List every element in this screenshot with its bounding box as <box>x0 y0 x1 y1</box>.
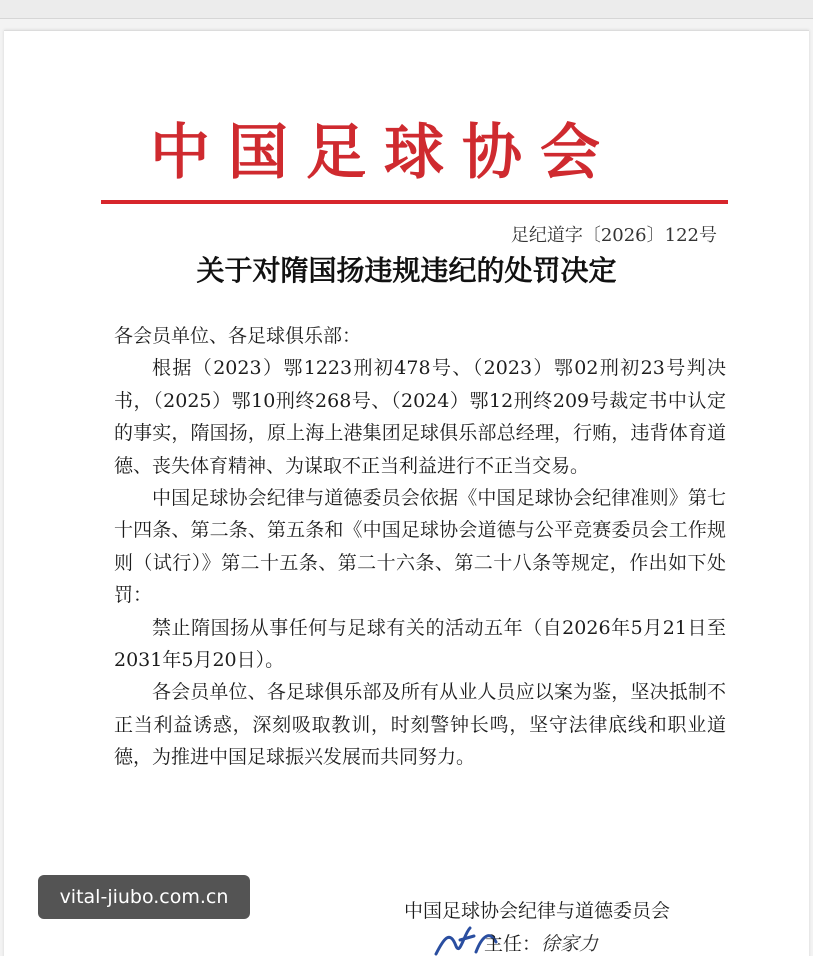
document-number: 足纪道字〔2026〕122号 <box>510 225 717 246</box>
red-divider <box>101 200 728 204</box>
paragraph-facts: 根据（2023）鄂1223刑初478号、（2023）鄂02刑初23号判决书，（2025）鄂10刑终268号、（2024）鄂12刑终209号裁定书中认定的事实，隋国扬，原上海上港集团足球俱乐部总经理，行贿，违背体育道德、丧失体育精神、为谋取不正当利益进行不正当交易。 <box>114 357 726 477</box>
organization-header: 中国足球协会 <box>150 118 618 188</box>
director-label: 主任： <box>484 933 542 955</box>
signature-committee: 中国足球协会纪律与道德委员会 <box>404 900 671 922</box>
signature-director <box>484 930 598 956</box>
salutation: 各会员单位、各足球俱乐部： <box>114 325 362 347</box>
paragraph-penalty: 禁止隋国扬从事任何与足球有关的活动五年（自2026年5月21日至2031年5月20日）。 <box>114 616 726 672</box>
watermark-badge: vital-jiubo.com.cn <box>38 875 250 919</box>
director-name: 徐家力 <box>541 933 599 955</box>
document-title: 关于对隋国扬违规违纪的处罚决定 <box>196 254 617 287</box>
document-body <box>114 320 726 774</box>
paragraph-warning: 各会员单位、各足球俱乐部及所有从业人员应以案为鉴，坚决抵制不正当利益诱惑，深刻吸取教训，时刻警钟长鸣，坚守法律底线和职业道德，为推进中国足球振兴发展而共同努力。 <box>114 681 726 769</box>
top-strip <box>0 0 813 19</box>
paragraph-basis: 中国足球协会纪律与道德委员会依据《中国足球协会纪律准则》第七十四条、第二条、第五条和《中国足球协会道德与公平竞赛委员会工作规则（试行）》第二十五条、第二十六条、第二十八条等规定，作出如下处罚： <box>114 487 726 607</box>
